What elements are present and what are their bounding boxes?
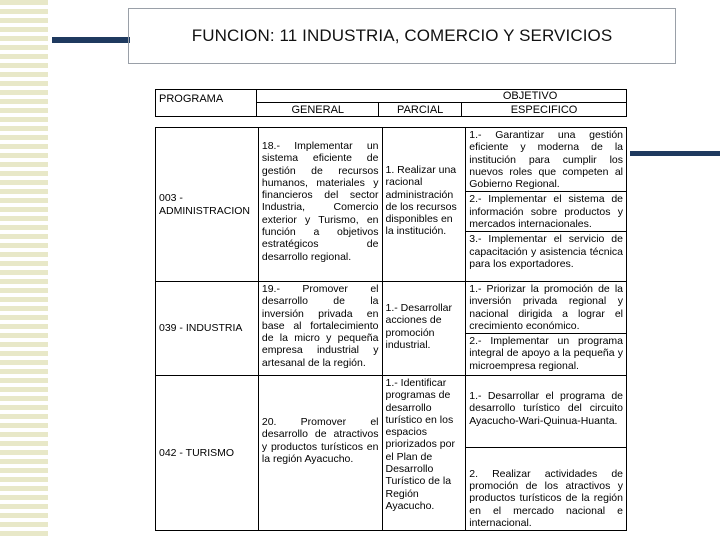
especifico-item: 1.- Garantizar una gestión eficiente y moderna de la institución para cumplir los nuevos roles que competen al Gobierno Regional. bbox=[466, 128, 626, 192]
header-programa: PROGRAMA bbox=[156, 90, 257, 117]
table-row bbox=[156, 376, 627, 531]
document-image bbox=[150, 80, 630, 535]
header-general: GENERAL bbox=[257, 103, 379, 117]
especifico-item: 1.- Desarrollar el programa de desarrollo turístico del circuito Ayacucho-Wari-Quinua-Huanta. bbox=[466, 376, 626, 448]
table-header bbox=[155, 89, 627, 117]
row-especificos bbox=[466, 376, 627, 531]
table-row bbox=[156, 282, 627, 376]
especifico-item: 1.- Priorizar la promoción de la inversión privada regional y nacional dirigida a lograr el crecimiento económico. bbox=[466, 282, 626, 334]
row-parcial: 1.- Identificar programas de desarrollo turístico en los espacios priorizados por el Plan de Desarrollo Turístico de la Región Ayacucho. bbox=[382, 376, 466, 531]
slide-title: FUNCION: 11 INDUSTRIA, COMERCIO Y SERVICIOS bbox=[191, 26, 613, 45]
row-general: 18.- Implementar un sistema eficiente de gestión de recursos humanos, materiales y financieros del sector Industria, Comercio exterior y Turismo, en función a objetivos estratégicos de desarrollo regional. bbox=[258, 128, 382, 282]
row-especificos bbox=[466, 128, 627, 282]
header-objetivo: OBJETIVO bbox=[257, 90, 627, 103]
row-programa: 003 - ADMINISTRACION bbox=[156, 128, 259, 282]
row-parcial: 1.- Desarrollar acciones de promoción industrial. bbox=[382, 282, 466, 376]
row-programa: 042 - TURISMO bbox=[156, 376, 259, 531]
header-especifico: ESPECIFICO bbox=[462, 103, 627, 117]
especifico-item: 2.- Implementar el sistema de información sobre productos y mercados internacionales. bbox=[466, 192, 626, 232]
objectives-table bbox=[155, 127, 627, 531]
especifico-item: 3.- Implementar el servicio de capacitación y asistencia técnica para los exportadores. bbox=[469, 233, 623, 270]
especifico-item: 2. Realizar actividades de promoción de los atractivos y productos turísticos de la región en el mercado nacional e internacional. bbox=[469, 467, 623, 530]
row-programa: 039 - INDUSTRIA bbox=[156, 282, 259, 376]
row-general: 20. Promover el desarrollo de atractivos y productos turísticos en la región Ayacucho. bbox=[258, 376, 382, 531]
row-general: 19.- Promover el desarrollo de la inversión privada en base al fortalecimiento de la micro y pequeña empresa industrial y artesanal de la región. bbox=[258, 282, 382, 376]
header-parcial: PARCIAL bbox=[379, 103, 462, 117]
row-especificos bbox=[466, 282, 627, 376]
row-parcial: 1. Realizar una racional administración de los recursos disponibles en la institución. bbox=[382, 128, 466, 282]
accent-bar-right bbox=[628, 151, 720, 156]
accent-bar-left bbox=[52, 37, 130, 43]
table-row bbox=[156, 128, 627, 282]
slide-title-box bbox=[128, 8, 676, 64]
decorative-stripes bbox=[0, 0, 48, 540]
especifico-item: 2.- Implementar un programa integral de apoyo a la pequeña y microempresa regional. bbox=[469, 335, 623, 372]
